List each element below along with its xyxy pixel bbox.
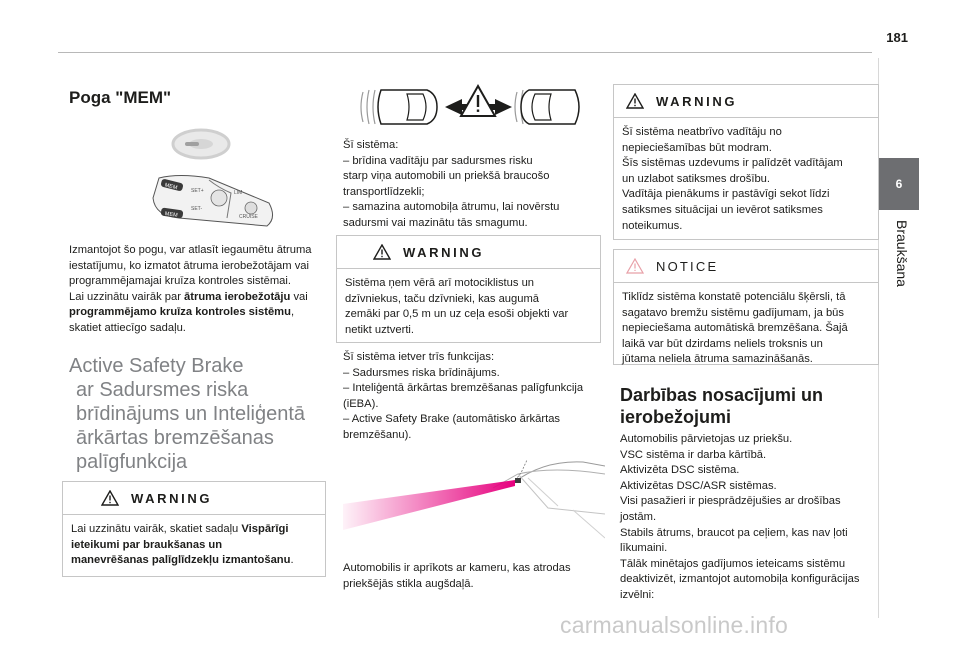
windshield-camera-icon — [343, 448, 605, 553]
notice-header: NOTICE — [614, 250, 878, 282]
cruise-stalk-icon — [153, 176, 273, 227]
warning-box-col1 — [62, 481, 326, 577]
chapter-title: Braukšana — [894, 220, 910, 287]
set-plus-label: SET+ — [191, 188, 204, 194]
conditions-heading: Darbības nosacījumi un ierobežojumi — [620, 385, 824, 427]
warning-header: WARNING — [614, 85, 878, 117]
chapter-tab[interactable]: 6 — [879, 158, 919, 210]
warning-box-col2 — [336, 235, 601, 343]
functions-list: Šī sistēma ietver trīs funkcijas: – Sadursmes riska brīdinājums. – Inteliģentā ārkārtas bremzēšanas palīgfunkcija (iEBA). – Active Safety Brake (automātisko ārkārtas bremzēšanu). — [343, 351, 584, 441]
warning-triangle-icon — [626, 93, 644, 109]
notice-text: Tiklīdz sistēma konstatē potenciālu šķērsli, tā sagatavo bremžu sistēmu gadījumam, ja būs nepieciešama automātiskā bremzēšana. Šajā laikā var būt dzirdams neliels troksnis un jūtama neliela ātruma samazināšanās. — [622, 291, 848, 366]
header-rule — [58, 52, 872, 53]
warning-text-col3: Šī sistēma neatbrīvo vadītāju no nepieciešamības būt modram. Šīs sistēmas uzdevums ir palīdzēt vadītājam un uzlabot satiksmes drošību. Vadītāja pienākums ir pastāvīgi sekot līdzi satiksmes situācijai un ievērot satiksmes noteikumus. — [622, 126, 843, 232]
warning-triangle-icon — [373, 244, 391, 260]
watermark[interactable]: carmanualsonline.info — [560, 612, 788, 638]
conditions-list: Automobilis pārvietojas uz priekšu. VSC sistēma ir darba kārtībā. Aktivizēta DSC sistēma. Aktivizētas DSC/ASR sistēmas. Visi pasažieri ir piesprādzējušies ar drošības jostām. Stabils ātrums, braucot pa ceļiem, kas nav ļoti līkumaini. Tālāk minētajos gadījumos ieteicams sistēmu deaktivizēt, izmantojot automobiļa konfigurācijas izvēlni: — [620, 433, 860, 601]
system-intro: Šī sistēma: – brīdina vadītāju par sadursmes risku starp viņa automobili un priekšā braucošo transportlīdzekli; – samazina automobiļa ātrumu, lai novērstu sadursmi vai mazinātu tās smagumu. — [343, 139, 560, 229]
warning-triangle-icon — [101, 490, 119, 506]
mem-paragraph: Izmantojot šo pogu, var atlasīt iegaumētu ātruma iestatījumu, ko izmatot ātruma ierobežotājam vai programmējamajai kruīza kontroles sistēmai. Lai uzzinātu vairāk par ātruma ierobežotāju vai programmējamo kruīza kontroles sistēmu, skatiet attiecīgo sadaļu. — [69, 244, 312, 334]
warning-header: WARNING — [63, 482, 325, 514]
mem-stalk-figure — [139, 118, 299, 233]
mem-label-1: MEM — [163, 182, 178, 192]
warning-text-col1: Lai uzzinātu vairāk, skatiet sadaļu Vispārīgi ieteikumi par braukšanas un manevrēšanas palīglīdzekļu izmantošanu. — [71, 523, 294, 567]
notice-triangle-icon — [626, 258, 644, 274]
mem-button-heading: Poga "MEM" — [69, 88, 172, 107]
steering-wheel-icon — [173, 130, 229, 158]
warning-box-col3 — [613, 84, 879, 240]
camera-caption: Automobilis ir aprīkots ar kameru, kas atrodas priekšējās stikla augšdaļā. — [343, 562, 571, 590]
active-safety-brake-heading: Active Safety Brake ar Sadursmes riska brīdinājums un Inteliģentā ārkārtas bremzēšanas palīgfunkcija — [69, 355, 306, 473]
car-collision-icon — [357, 82, 587, 132]
warning-text-col2: Sistēma ņem vērā arī motociklistus un dzīvniekus, taču dzīvnieki, kas augumā zemāki par 0,5 m un uz ceļa esoši objekti var netikt uztverti. — [345, 277, 569, 336]
lim-label: LIM — [234, 190, 243, 196]
set-minus-label: SET- — [191, 206, 203, 212]
cruise-label: CRUISE — [239, 214, 258, 220]
warning-header: WARNING — [337, 236, 600, 268]
page-number: 181 — [886, 30, 908, 45]
mem-label-2: MEM — [164, 211, 178, 219]
notice-box — [613, 249, 879, 365]
